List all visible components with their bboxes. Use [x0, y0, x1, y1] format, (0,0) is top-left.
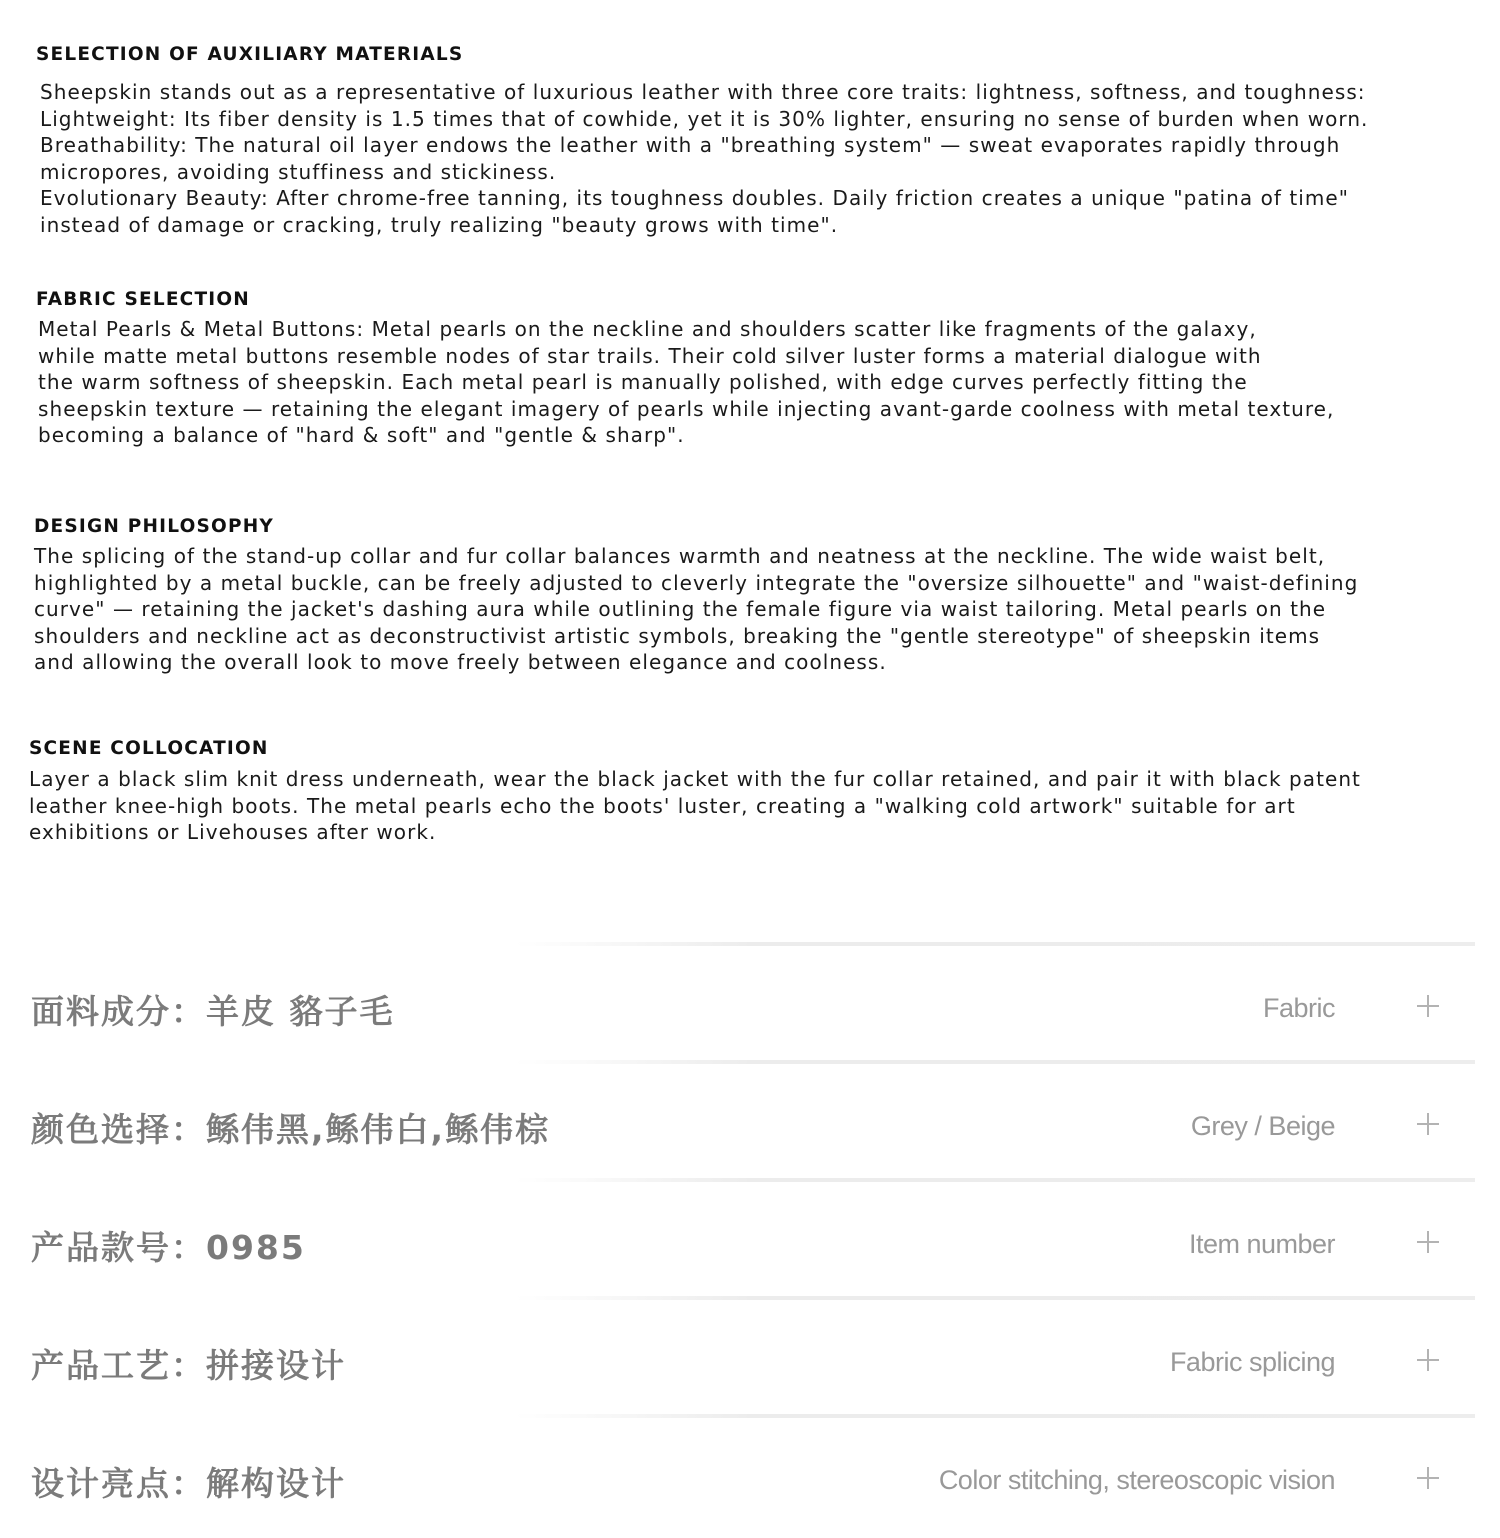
body-line: Lightweight: Its fiber density is 1.5 times that of cowhide, yet it is 30% lighter, ensuring no sense of burden when worn.: [40, 106, 1369, 131]
body-line: Metal Pearls & Metal Buttons: Metal pearls on the neckline and shoulders scatter like fragments of the galaxy,: [38, 317, 1257, 341]
section-body: [36, 316, 1476, 449]
body-line: The splicing of the stand-up collar and fur collar balances warmth and neatness at the neckline. The wide waist belt,: [34, 544, 1326, 568]
spec-row-highlights[interactable]: [0, 1418, 1500, 1532]
spec-label: 设计亮点：解构设计: [31, 1464, 346, 1503]
section-body: [29, 766, 1469, 846]
section-design-philosophy: [34, 516, 1474, 676]
body-line: highlighted by a metal buckle, can be freely adjusted to cleverly integrate the "oversize silhouette" and "waist-defining: [34, 570, 1359, 595]
spec-row-fabric[interactable]: [0, 946, 1500, 1060]
spec-label: 颜色选择：鲧伟黑,鲧伟白,鲧伟棕: [31, 1110, 551, 1149]
body-line: exhibitions or Livehouses after work.: [29, 820, 437, 844]
spec-english-label: Grey / Beige: [1190, 1111, 1335, 1141]
section-title: SCENE COLLOCATION: [29, 738, 269, 759]
body-line: micropores, avoiding stuffiness and stickiness.: [40, 159, 557, 184]
body-line: the warm softness of sheepskin. Each metal pearl is manually polished, with edge curves perfectly fitting the: [38, 370, 1248, 394]
section-body: [36, 79, 1476, 238]
spec-english-label: Fabric splicing: [1169, 1347, 1335, 1377]
spec-row-craft[interactable]: [0, 1300, 1500, 1414]
plus-icon[interactable]: [1414, 1464, 1442, 1492]
body-line: and allowing the overall look to move freely between elegance and coolness.: [34, 650, 887, 674]
body-line: curve" — retaining the jacket's dashing aura while outlining the female figure via waist tailoring. Metal pearls on the: [34, 597, 1327, 621]
section-title: SELECTION OF AUXILIARY MATERIALS: [36, 44, 464, 65]
section-body: [34, 543, 1474, 676]
spec-english-label: Fabric: [1262, 993, 1335, 1023]
spec-row-item-number[interactable]: [0, 1182, 1500, 1296]
body-line: Evolutionary Beauty: After chrome-free tanning, its toughness doubles. Daily friction creates a unique "patina of time": [40, 186, 1350, 210]
body-line: shoulders and neckline act as deconstructivist artistic symbols, breaking the "gentle stereotype" of sheepskin items: [34, 623, 1321, 648]
plus-icon[interactable]: [1414, 1228, 1442, 1256]
plus-icon[interactable]: [1414, 992, 1442, 1020]
spec-list: [0, 942, 1500, 1532]
body-line: Sheepskin stands out as a representative of luxurious leather with three core traits: lightness, softness, and toughness:: [40, 80, 1366, 104]
body-line: becoming a balance of "hard & soft" and "gentle & sharp".: [38, 423, 685, 447]
spec-label: 面料成分：羊皮 貉子毛: [31, 992, 395, 1031]
spec-english-label: Item number: [1188, 1229, 1335, 1259]
section-title: DESIGN PHILOSOPHY: [34, 516, 274, 537]
body-line: leather knee-high boots. The metal pearls echo the boots' luster, creating a "walking cold artwork" suitable for art: [29, 793, 1296, 818]
spec-label: 产品工艺：拼接设计: [31, 1346, 346, 1385]
section-title: FABRIC SELECTION: [36, 289, 250, 310]
spec-label: 产品款号：0985: [31, 1228, 306, 1267]
section-fabric-selection: [36, 289, 1476, 449]
section-scene-collocation: [29, 738, 1469, 846]
body-line: Breathability: The natural oil layer endows the leather with a "breathing system" — sweat evaporates rapidly through: [40, 133, 1341, 157]
body-line: while matte metal buttons resemble nodes of star trails. Their cold silver luster forms a material dialogue with: [38, 343, 1262, 368]
plus-icon[interactable]: [1414, 1346, 1442, 1374]
body-line: instead of damage or cracking, truly realizing "beauty grows with time".: [40, 212, 839, 237]
body-line: Layer a black slim knit dress underneath, wear the black jacket with the fur collar retained, and pair it with black patent: [29, 767, 1361, 791]
section-auxiliary-materials: [36, 44, 1476, 238]
spec-row-color[interactable]: [0, 1064, 1500, 1178]
body-line: sheepskin texture — retaining the elegant imagery of pearls while injecting avant-garde coolness with metal texture,: [38, 396, 1335, 421]
spec-english-label: Color stitching, stereoscopic vision: [938, 1465, 1335, 1495]
plus-icon[interactable]: [1414, 1110, 1442, 1138]
